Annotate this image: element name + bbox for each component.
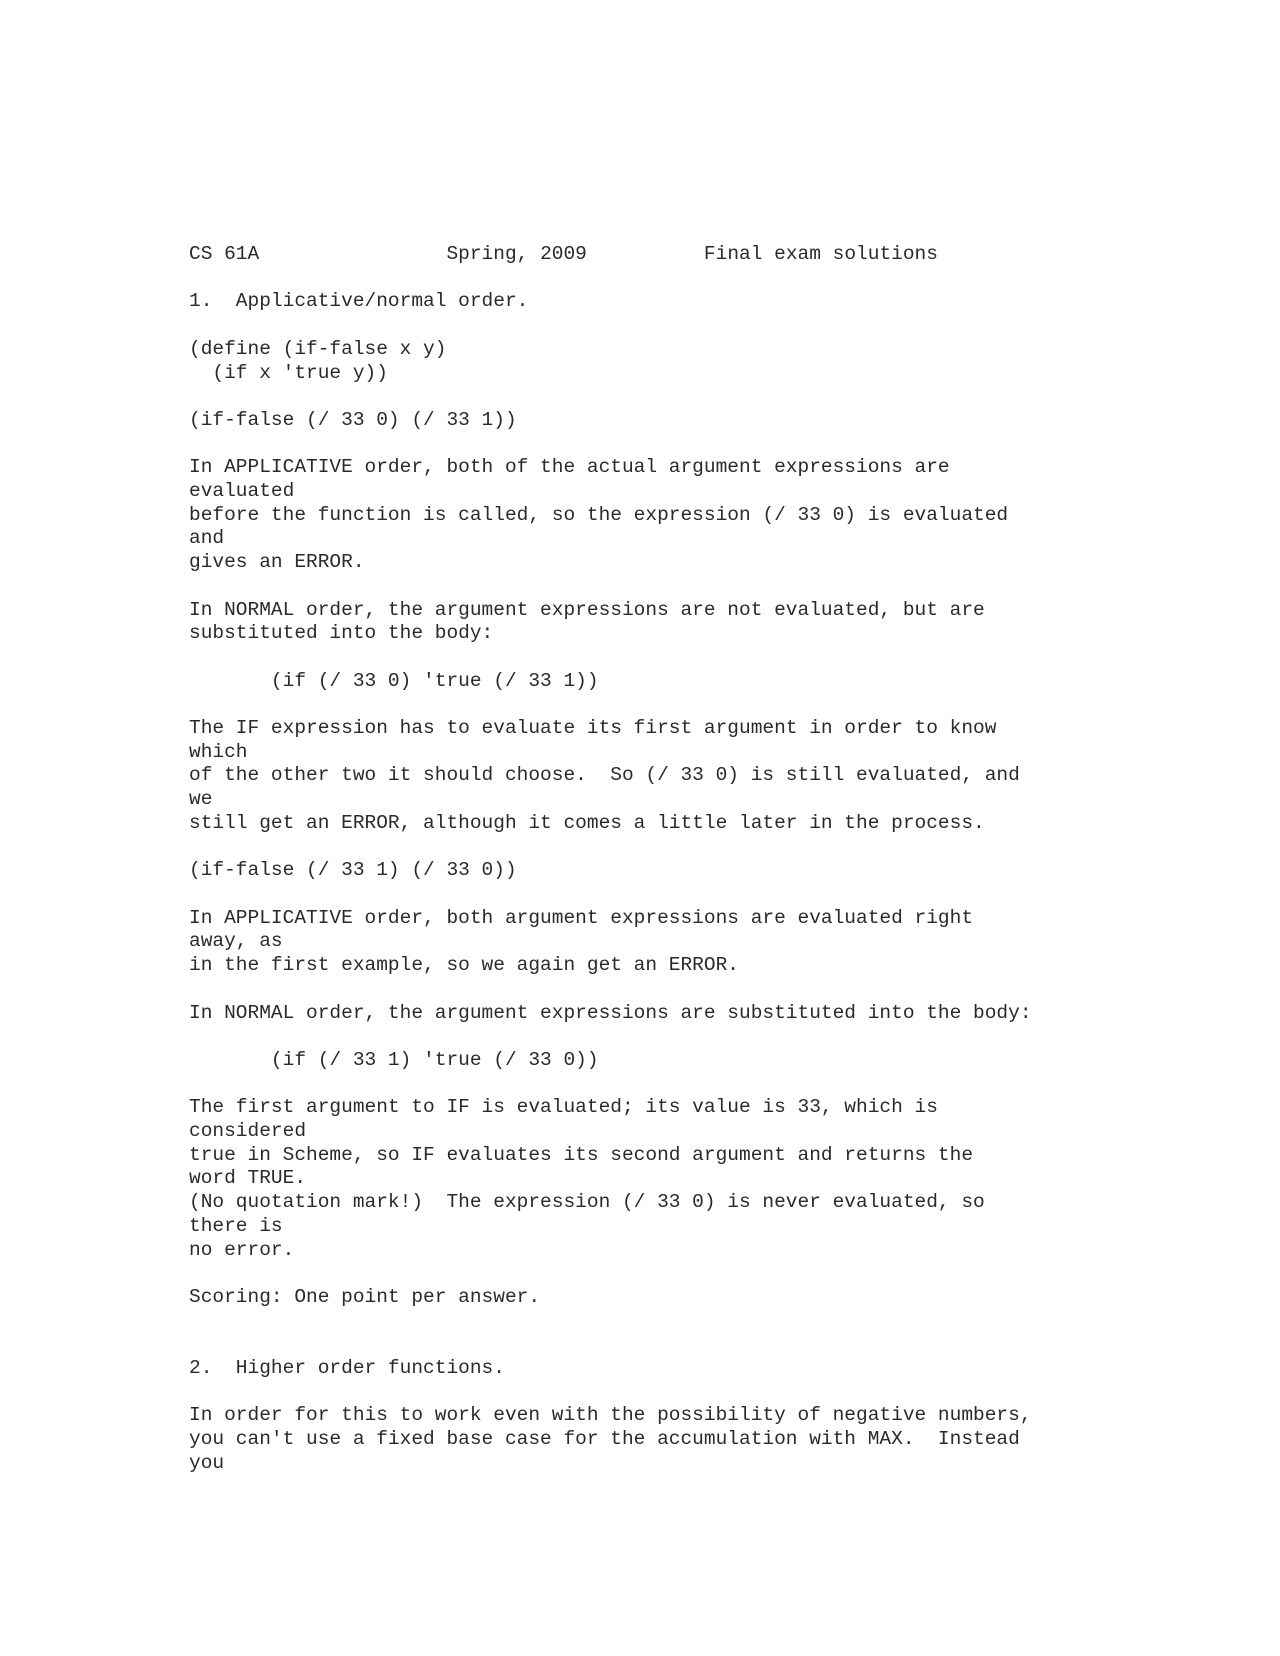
text-line: evaluated — [189, 480, 295, 503]
text-line: before the function is called, so the expression (/ 33 0) is evaluated — [189, 503, 1009, 526]
text-line: away, as — [189, 930, 283, 953]
exam-term: Spring, 2009 — [446, 243, 587, 265]
text-line: considered — [189, 1120, 307, 1143]
text-line: (if-false (/ 33 1) (/ 33 0)) — [189, 859, 517, 882]
text-line: (if (/ 33 1) 'true (/ 33 0)) — [189, 1048, 599, 1071]
text-line: and — [189, 527, 225, 550]
text-line: Scoring: One point per answer. — [189, 1285, 541, 1308]
text-line: which — [189, 740, 248, 763]
document-body — [189, 243, 1189, 1476]
text-line: we — [189, 788, 213, 811]
text-line: In APPLICATIVE order, both argument expressions are evaluated right — [189, 906, 974, 929]
header-line — [189, 243, 1189, 267]
text-line: (define (if-false x y) — [189, 337, 447, 360]
text-line: In order for this to work even with the possibility of negative numbers, — [189, 1404, 1032, 1427]
solution-text — [189, 267, 1189, 1476]
text-line: In APPLICATIVE order, both of the actual argument expressions are — [189, 456, 950, 479]
text-line: no error. — [189, 1238, 295, 1261]
text-line: gives an ERROR. — [189, 551, 365, 574]
text-line: there is — [189, 1214, 283, 1237]
text-line: word TRUE. — [189, 1167, 307, 1190]
text-line: in the first example, so we again get an ERROR. — [189, 954, 739, 977]
text-line: you — [189, 1451, 225, 1474]
text-line: 1. Applicative/normal order. — [189, 290, 529, 313]
text-line: of the other two it should choose. So (/ 33 0) is still evaluated, and — [189, 764, 1020, 787]
text-line: still get an ERROR, although it comes a little later in the process. — [189, 811, 985, 834]
text-line: (if (/ 33 0) 'true (/ 33 1)) — [189, 669, 599, 692]
text-line: true in Scheme, so IF evaluates its second argument and returns the — [189, 1143, 974, 1166]
text-line: you can't use a fixed base case for the accumulation with MAX. Instead — [189, 1428, 1020, 1451]
text-line: 2. Higher order functions. — [189, 1357, 505, 1380]
text-line: In NORMAL order, the argument expressions are not evaluated, but are — [189, 598, 985, 621]
text-line: The IF expression has to evaluate its first argument in order to know — [189, 717, 997, 740]
text-line: (if-false (/ 33 0) (/ 33 1)) — [189, 408, 517, 431]
text-line: (No quotation mark!) The expression (/ 33 0) is never evaluated, so — [189, 1191, 985, 1214]
text-line: (if x 'true y)) — [189, 361, 388, 384]
text-line: The first argument to IF is evaluated; its value is 33, which is — [189, 1096, 938, 1119]
exam-title: Final exam solutions — [703, 243, 938, 265]
course-name: CS 61A — [189, 243, 260, 265]
text-line: In NORMAL order, the argument expressions are substituted into the body: — [189, 1001, 1032, 1024]
text-line: substituted into the body: — [189, 622, 494, 645]
